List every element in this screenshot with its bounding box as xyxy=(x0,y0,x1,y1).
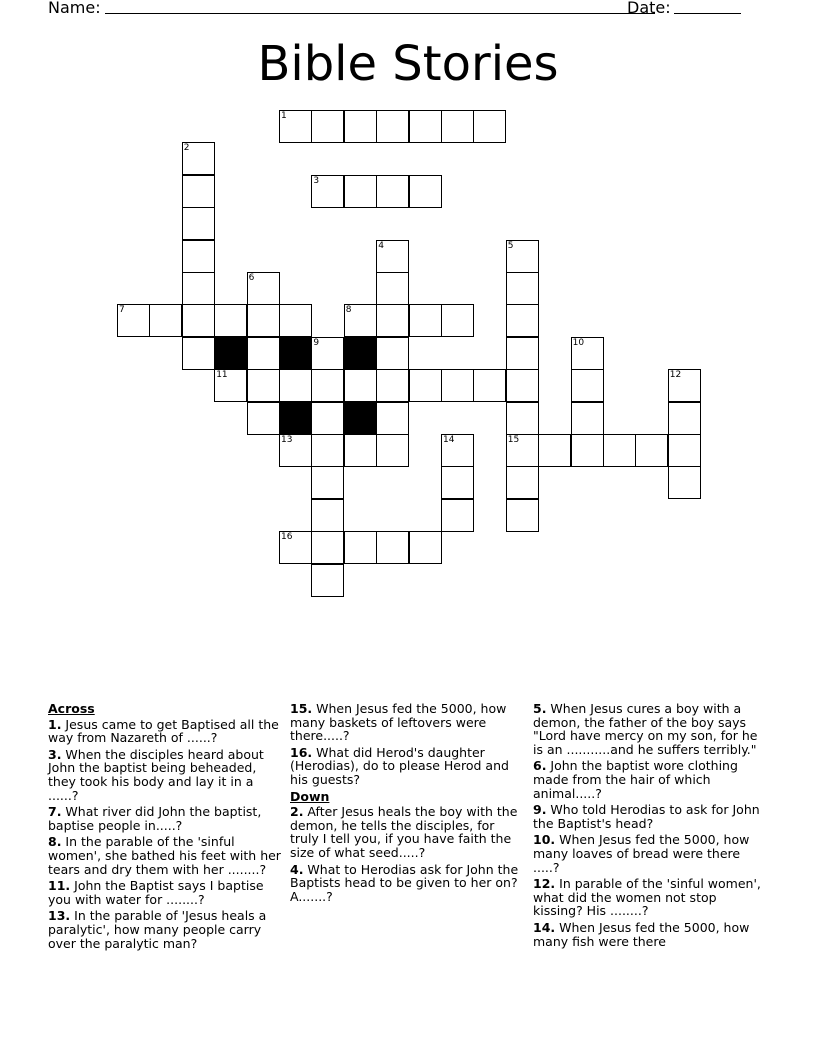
crossword-cell[interactable] xyxy=(603,434,636,467)
clue-item-text: In parable of the 'sinful women', what did the women not stop kissing? His ........? xyxy=(533,876,761,919)
date-label: Date: xyxy=(627,0,671,17)
crossword-cell[interactable] xyxy=(506,402,539,435)
down-heading: Down xyxy=(290,788,330,804)
clue-item-number: 4. xyxy=(290,861,304,877)
crossword-cell[interactable] xyxy=(311,369,344,402)
clue-item-number: 9. xyxy=(533,802,547,818)
crossword-cell[interactable] xyxy=(182,337,215,370)
crossword-cell[interactable] xyxy=(182,240,215,273)
crossword-cell[interactable] xyxy=(571,337,604,370)
crossword-cell[interactable] xyxy=(506,304,539,337)
crossword-cell[interactable] xyxy=(409,304,442,337)
crossword-cell[interactable] xyxy=(376,531,409,564)
clue-item-text: When the disciples heard about John the baptist being beheaded, they took his body and lay it in a ......? xyxy=(48,746,264,803)
clue-item xyxy=(290,863,524,904)
crossword-cell[interactable] xyxy=(571,434,604,467)
clue-item-text: When Jesus fed the 5000, how many baskets of leftovers were there.....? xyxy=(290,701,507,744)
crossword-cell[interactable] xyxy=(506,369,539,402)
clue-number: 5 xyxy=(507,240,514,251)
crossword-cell[interactable] xyxy=(376,304,409,337)
clue-item-text: When Jesus fed the 5000, how many fish were there xyxy=(533,919,750,949)
clue-item xyxy=(533,803,769,830)
clue-item xyxy=(48,879,282,906)
crossword-cell[interactable] xyxy=(409,531,442,564)
crossword-cell[interactable] xyxy=(247,304,280,337)
crossword-block-cell xyxy=(214,337,247,370)
clue-number: 6 xyxy=(248,273,255,283)
clues-column-1 xyxy=(48,702,282,953)
clues-column-3 xyxy=(533,702,769,951)
clue-item xyxy=(48,748,282,802)
clue-item-number: 1. xyxy=(48,716,62,732)
crossword-cell[interactable] xyxy=(635,434,668,467)
clue-item-number: 3. xyxy=(48,746,62,762)
crossword-cell[interactable] xyxy=(182,175,215,208)
crossword-cell[interactable] xyxy=(247,402,280,435)
clue-item xyxy=(533,877,769,918)
crossword-cell[interactable] xyxy=(473,369,506,402)
crossword-cell[interactable] xyxy=(182,304,215,337)
clue-item-number: 14. xyxy=(533,919,556,935)
clue-item-number: 15. xyxy=(290,701,313,716)
clue-item xyxy=(48,909,282,950)
crossword-cell[interactable] xyxy=(247,369,280,402)
crossword-cell[interactable] xyxy=(344,369,377,402)
clue-item-text: Who told Herodias to ask for John the Baptist's head? xyxy=(533,802,760,831)
crossword-cell[interactable] xyxy=(441,110,474,143)
crossword-cell[interactable] xyxy=(376,240,409,273)
crossword-block-cell xyxy=(344,402,377,435)
name-label: Name: xyxy=(48,0,101,17)
crossword-cell[interactable] xyxy=(473,110,506,143)
clue-item xyxy=(290,746,524,787)
clue-number: 12 xyxy=(669,370,682,381)
crossword-cell[interactable] xyxy=(668,434,701,467)
crossword-cell[interactable] xyxy=(376,434,409,467)
clue-item xyxy=(533,833,769,874)
clue-item-number: 8. xyxy=(48,834,62,850)
clue-item xyxy=(48,805,282,832)
clue-number: 3 xyxy=(313,175,320,186)
across-heading: Across xyxy=(48,701,95,716)
crossword-cell[interactable] xyxy=(182,142,215,175)
clue-item-text: Jesus came to get Baptised all the way from Nazareth of ......? xyxy=(48,716,279,746)
crossword-cell[interactable] xyxy=(441,499,474,532)
crossword-cell[interactable] xyxy=(571,369,604,402)
crossword-cell[interactable] xyxy=(344,531,377,564)
clue-item-text: John the Baptist says I baptise you with water for ........? xyxy=(48,878,264,907)
clue-number: 15 xyxy=(507,435,520,445)
crossword-cell[interactable] xyxy=(311,175,344,208)
crossword-cell[interactable] xyxy=(279,110,312,143)
clue-item-text: When Jesus cures a boy with a demon, the father of the boy says "Lord have mercy on my son, for he is an ...........and he suffers terribly." xyxy=(533,701,758,757)
clue-item-text: What did Herod's daughter (Herodias), do to please Herod and his guests? xyxy=(290,744,509,787)
clue-number: 10 xyxy=(572,337,585,348)
crossword-cell[interactable] xyxy=(506,337,539,370)
crossword-cell[interactable] xyxy=(311,337,344,370)
crossword-cell[interactable] xyxy=(311,531,344,564)
crossword-cell[interactable] xyxy=(409,175,442,208)
crossword-cell[interactable] xyxy=(149,304,182,337)
crossword-cell[interactable] xyxy=(376,402,409,435)
clue-item-number: 12. xyxy=(533,876,556,892)
crossword-cell[interactable] xyxy=(441,304,474,337)
crossword-cell[interactable] xyxy=(571,402,604,435)
crossword-cell[interactable] xyxy=(441,466,474,499)
crossword-cell[interactable] xyxy=(214,369,247,402)
clue-number: 9 xyxy=(313,337,320,348)
clue-number: 1 xyxy=(281,111,287,121)
crossword-cell[interactable] xyxy=(506,434,539,467)
clue-item-number: 6. xyxy=(533,758,547,774)
clue-item xyxy=(533,921,769,948)
crossword-cell[interactable] xyxy=(376,337,409,370)
crossword-cell[interactable] xyxy=(376,272,409,305)
crossword-cell[interactable] xyxy=(344,175,377,208)
clue-number: 2 xyxy=(183,143,190,154)
crossword-cell[interactable] xyxy=(311,402,344,435)
clue-item-number: 13. xyxy=(48,908,71,924)
crossword-cell[interactable] xyxy=(506,240,539,273)
clue-item xyxy=(48,835,282,876)
page-title: Bible Stories xyxy=(257,36,559,92)
crossword-cell[interactable] xyxy=(538,434,571,467)
crossword-cell[interactable] xyxy=(668,466,701,499)
clue-item-text: What to Herodias ask for John the Baptists head to be given to her on? A.......? xyxy=(290,861,519,904)
crossword-cell[interactable] xyxy=(311,110,344,143)
clue-item-text: What river did John the baptist, baptise people in.....? xyxy=(48,804,262,833)
clue-item-number: 11. xyxy=(48,878,71,894)
crossword-cell[interactable] xyxy=(279,531,312,564)
clue-number: 13 xyxy=(281,435,293,445)
crossword-cell[interactable] xyxy=(344,434,377,467)
clue-item xyxy=(290,702,524,743)
clue-item xyxy=(48,718,282,745)
clue-number: 8 xyxy=(345,305,352,316)
crossword-cell[interactable] xyxy=(117,304,150,337)
crossword-cell[interactable] xyxy=(247,337,280,370)
clue-number: 14 xyxy=(443,435,455,445)
crossword-block-cell xyxy=(279,402,312,435)
clue-item-text: John the baptist wore clothing made from the hair of which animal.....? xyxy=(533,758,738,801)
crossword-cell[interactable] xyxy=(344,110,377,143)
crossword-cell[interactable] xyxy=(668,369,701,402)
crossword-cell[interactable] xyxy=(344,304,377,337)
crossword-cell[interactable] xyxy=(214,304,247,337)
crossword-cell[interactable] xyxy=(376,369,409,402)
crossword-cell[interactable] xyxy=(441,434,474,467)
clue-item xyxy=(290,805,524,859)
crossword-cell[interactable] xyxy=(506,272,539,305)
crossword-cell[interactable] xyxy=(376,175,409,208)
crossword-cell[interactable] xyxy=(311,564,344,597)
crossword-cell[interactable] xyxy=(311,434,344,467)
crossword-block-cell xyxy=(344,337,377,370)
clue-item-number: 5. xyxy=(533,701,547,716)
crossword-cell[interactable] xyxy=(279,304,312,337)
crossword-cell[interactable] xyxy=(279,434,312,467)
clue-item-text: In the parable of 'Jesus heals a paralytic', how many people carry over the paralytic man? xyxy=(48,908,267,951)
clue-item xyxy=(533,702,769,756)
crossword-cell[interactable] xyxy=(182,272,215,305)
clue-item-number: 16. xyxy=(290,744,313,760)
clue-number: 16 xyxy=(281,532,293,543)
crossword-cell[interactable] xyxy=(182,207,215,240)
crossword-cell[interactable] xyxy=(279,369,312,402)
crossword-cell[interactable] xyxy=(376,110,409,143)
crossword-cell[interactable] xyxy=(409,110,442,143)
clue-item xyxy=(533,759,769,800)
crossword-cell[interactable] xyxy=(506,499,539,532)
clue-number: 11 xyxy=(216,370,228,381)
clue-number: 7 xyxy=(119,305,125,316)
crossword-cell[interactable] xyxy=(506,466,539,499)
clue-number: 4 xyxy=(378,240,384,251)
clue-item-number: 7. xyxy=(48,804,62,820)
clue-item-text: When Jesus fed the 5000, how many loaves of bread were there .....? xyxy=(533,832,750,875)
clue-item-text: In the parable of the 'sinful women', she bathed his feet with her tears and dry them with her ........? xyxy=(48,834,281,877)
crossword-cell[interactable] xyxy=(409,369,442,402)
clue-item-number: 2. xyxy=(290,804,304,820)
crossword-cell[interactable] xyxy=(668,402,701,435)
clue-item-text: After Jesus heals the boy with the demon, he tells the disciples, for truly I tell you, if you have faith the size of what seed.....? xyxy=(290,804,518,860)
clues-column-2 xyxy=(290,702,524,906)
crossword-cell[interactable] xyxy=(441,369,474,402)
crossword-cell[interactable] xyxy=(247,272,280,305)
crossword-block-cell xyxy=(279,337,312,370)
clue-item-number: 10. xyxy=(533,832,556,848)
crossword-cell[interactable] xyxy=(311,466,344,499)
crossword-cell[interactable] xyxy=(311,499,344,532)
